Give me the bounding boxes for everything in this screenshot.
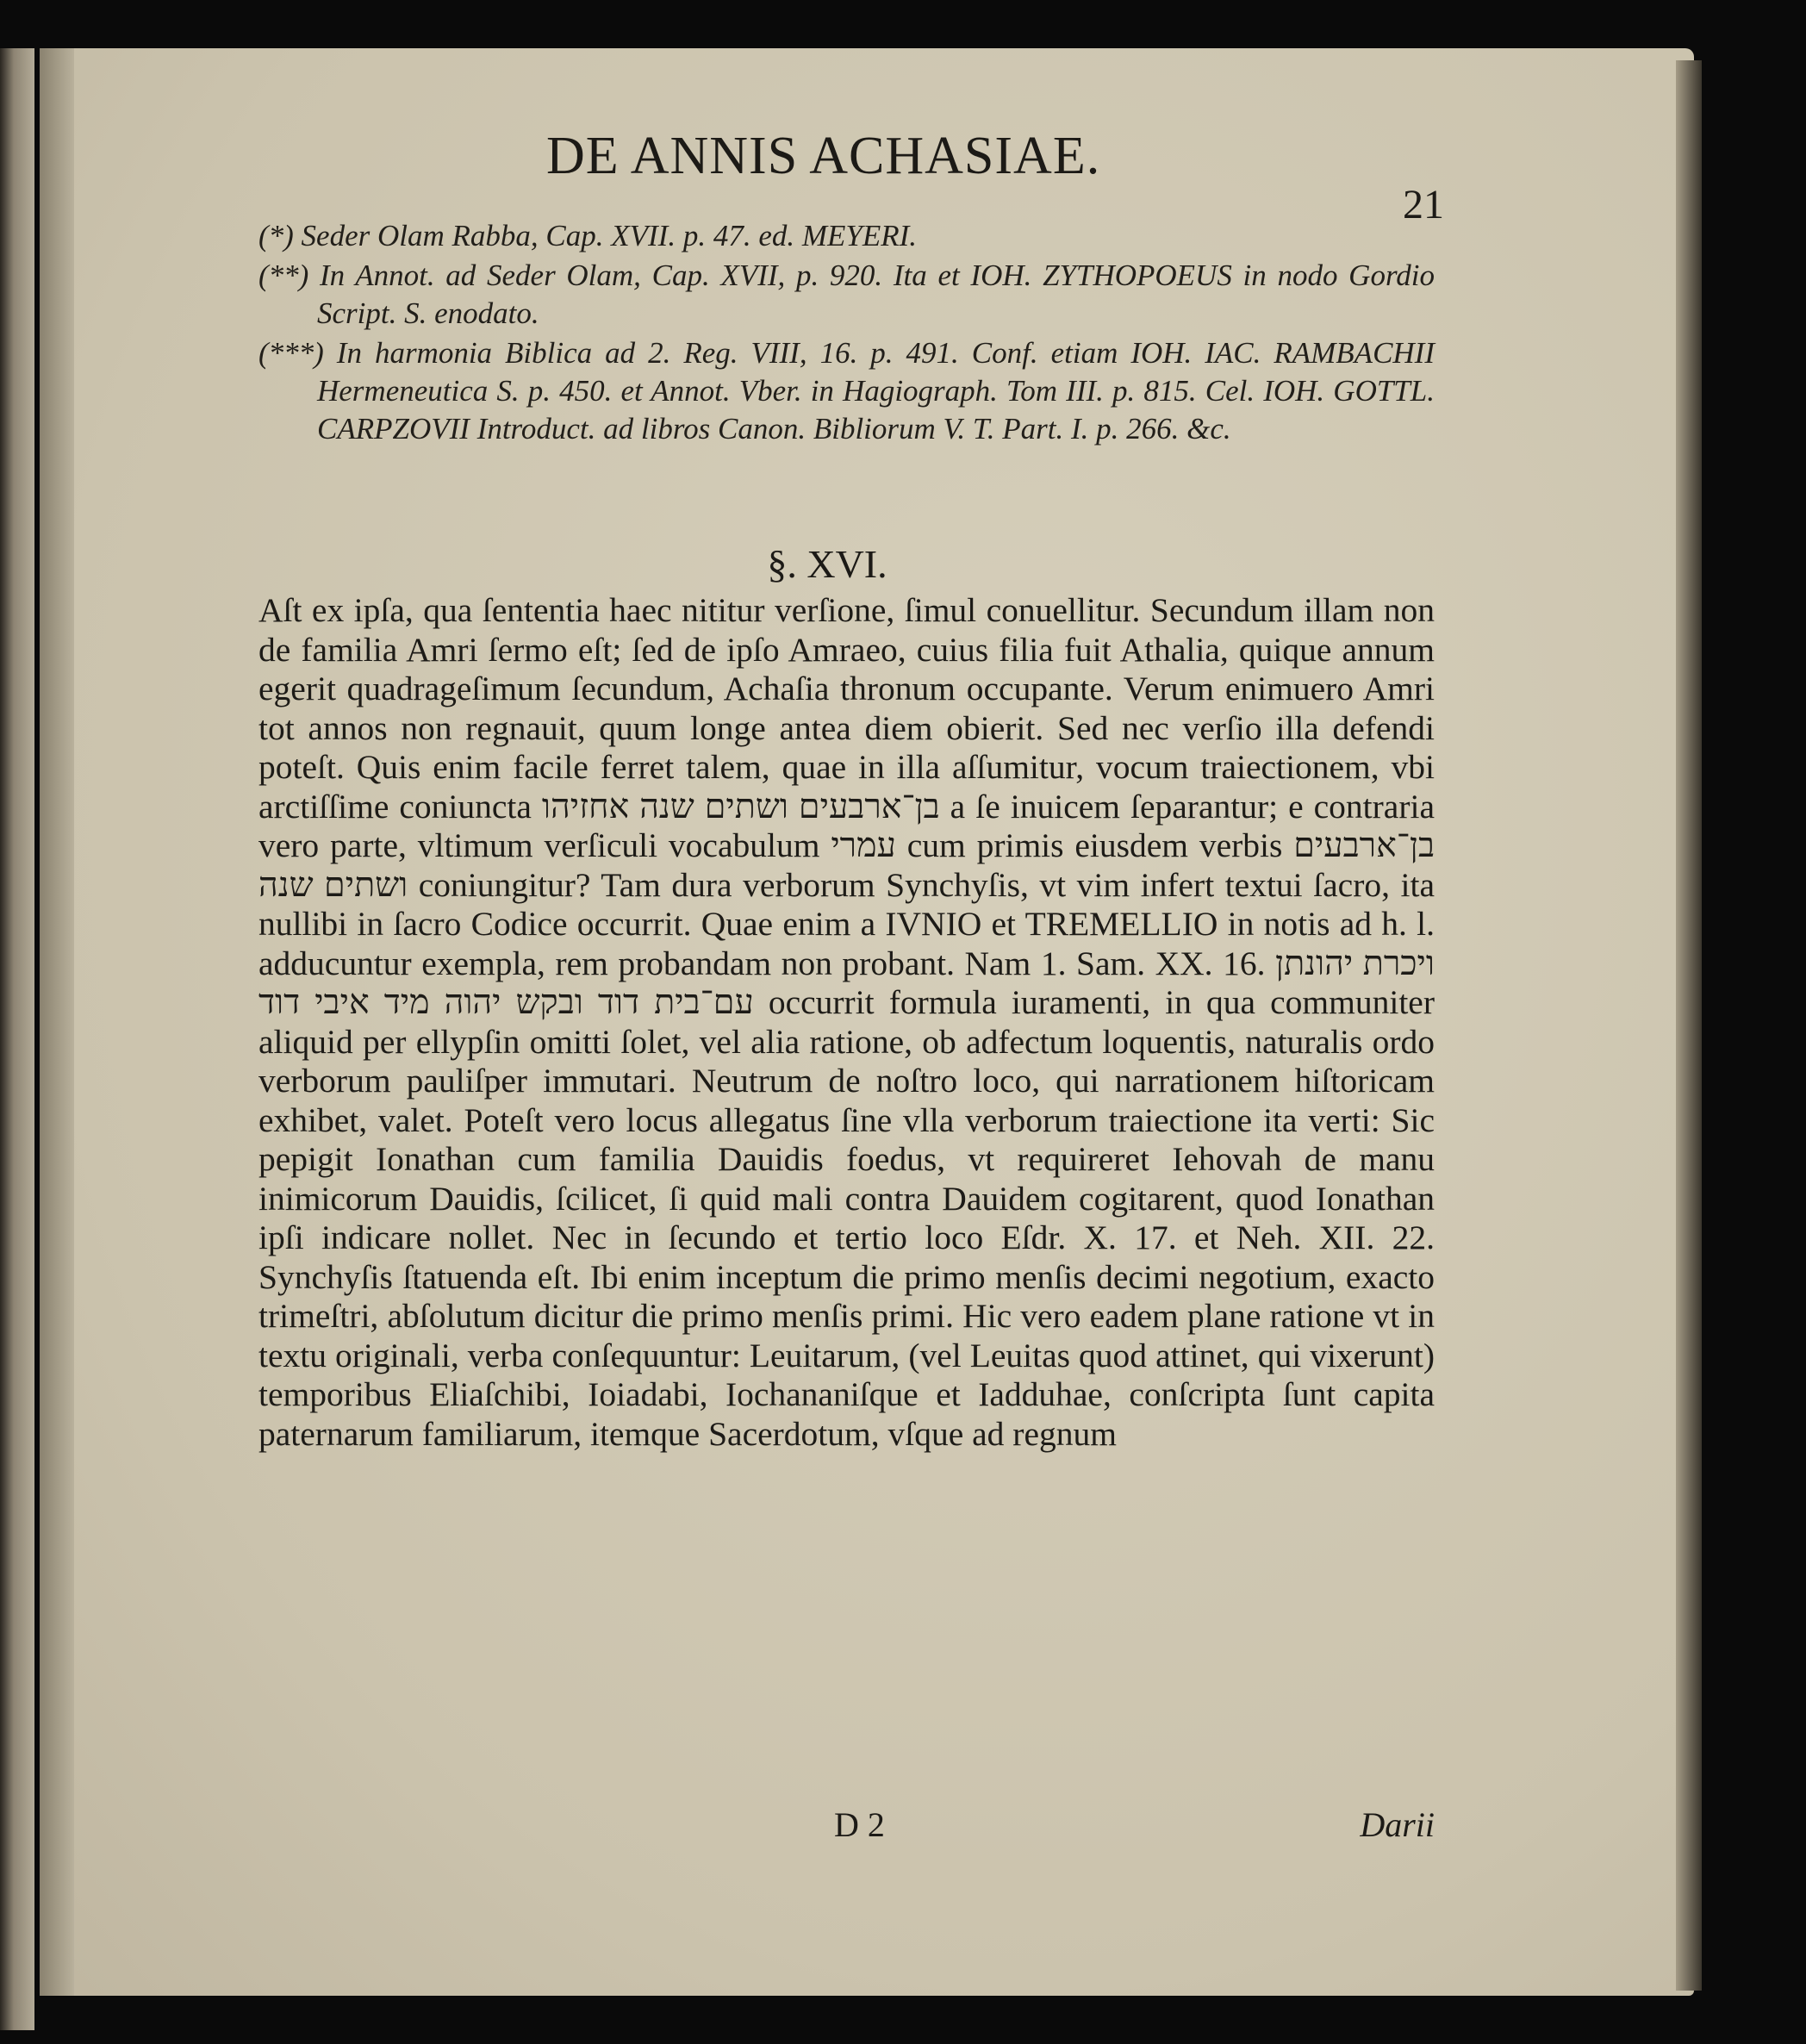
page-edge-shadow (1676, 60, 1702, 1991)
footnote-2: (**) In Annot. ad Seder Olam, Cap. XVII, p. 920. Ita et IOH. ZYTHOPOEUS in nodo Gordio Script. S. enodato. (258, 259, 1435, 330)
body-paragraph: Aſt ex ipſa, qua ſententia haec nititur verſione, ſimul conuellitur. Secundum illam non de familia Amri ſermo eſt; ſed de ipſo Amraeo, cuius filia fuit Athalia, quique annum egerit quadrageſimum ſecundum, Achaſia thronum occupante. Verum enimuero Amri tot annos non regnauit, quum longe antea diem obierit. Sed nec verſio illa defendi poteſt. Quis enim facile ferret talem, quae in illa aſſumitur, vocum traiectionem, vbi arctiſſime coniuncta בן־ארבעים ושתים שנה אחזיהו a ſe inuicem ſeparantur; e contraria vero parte, vltimum verſiculi vocabulum עמרי cum primis eiusdem verbis בן־ארבעים ושתים שנה coniungitur? Tam dura verborum Synchyſis, vt vim infert textui ſacro, ita nullibi in ſacro Codice occurrit. Quae enim a IVNIO et TREMELLIO in notis ad h. l. adducuntur exempla, rem probandam non probant. Nam 1. Sam. XX. 16. ויכרת יהונתן עם־בית דוד ובקש יהוה מיד איבי דוד occurrit formula iuramenti, in qua communiter aliquid per ellypſin omitti ſolet, vel alia ratione, ob adfectum loquentis, naturalis ordo verborum pauliſper immutari. Neutrum de noſtro loco, qui narrationem hiſtoricam exhibet, valet. Poteſt vero locus allegatus ſine vlla verborum traiectione ita verti: Sic pepigit Ionathan cum familia Dauidis foedus, vt requireret Iehovah de manu inimicorum Dauidis, ſcilicet, ſi quid mali contra Dauidem cogitarent, quod Ionathan ipſi indicare nollet. Nec in ſecundo et tertio loco Eſdr. X. 17. et Neh. XII. 22. Synchyſis ſtatuenda eſt. Ibi enim inceptum die primo menſis decimi negotium, exacto trimeſtri, abſolutum dicitur die primo menſis primi. Hic vero eadem plane ratione vt in textu originali, verba conſequuntur: Leuitarum, (vel Leuitas quod attinet, qui vixerunt) temporibus Eliaſchibi, Ioiadabi, Iochananiſque et Iadduhae, conſcripta ſunt capita paternarum familiarum, itemque Sacerdotum, vſque ad regnum (258, 591, 1435, 1453)
footnote-1: (*) Seder Olam Rabba, Cap. XVII. p. 47. ed. MEYERI. (258, 219, 918, 252)
facing-page-edge (0, 48, 34, 2030)
page-number: 21 (1403, 182, 1444, 227)
signature-mark: D 2 (834, 1805, 885, 1844)
section-heading: §. XVI. (767, 542, 887, 586)
running-head: DE ANNIS ACHASIAE. (546, 127, 1101, 185)
footnote-3: (***) In harmonia Biblica ad 2. Reg. VIII, 16. p. 491. Conf. etiam IOH. IAC. RAMBACHII Hermeneutica S. p. 450. et Annot. Vber. in Hagiograph. Tom III. p. 815. Cel. IOH. GOTTL. CARPZOVII Introduct. ad libros Canon. Bibliorum V. T. Part. I. p. 266. &c. (258, 336, 1435, 446)
page-gutter (40, 48, 74, 1996)
footnotes (258, 217, 1435, 450)
body-text (258, 591, 1435, 1454)
catchword: Darii (1360, 1805, 1435, 1844)
